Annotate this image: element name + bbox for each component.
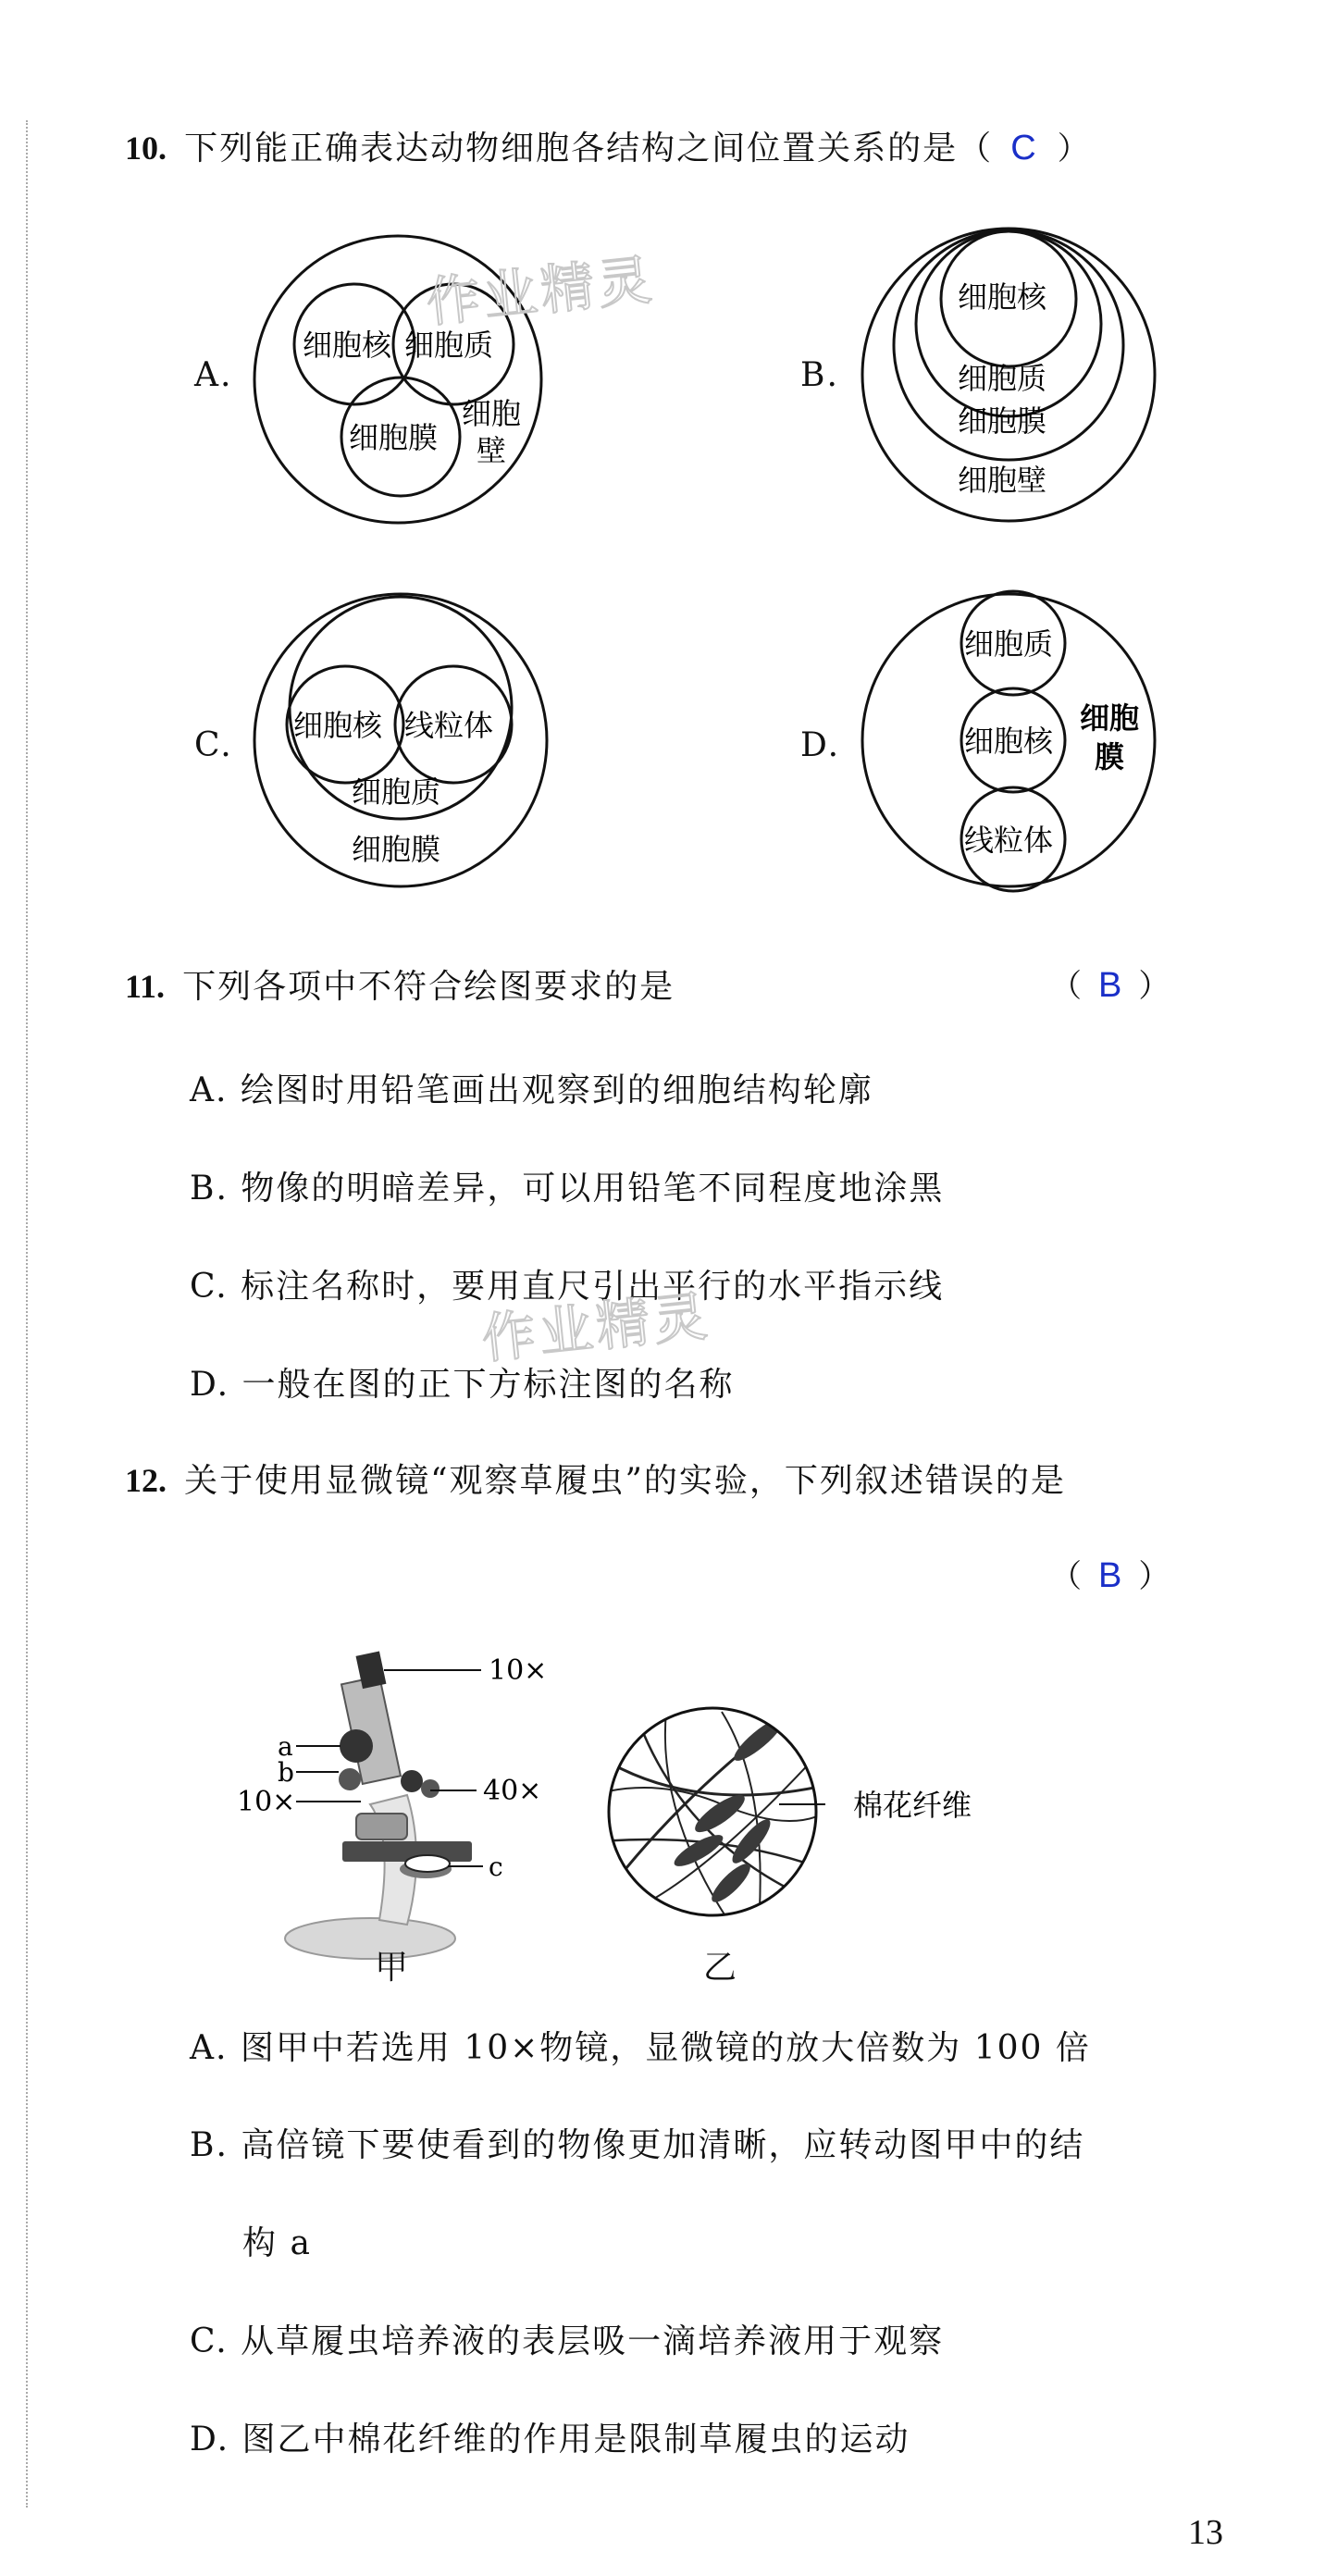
watermark [416, 236, 694, 338]
label: 细胞质 [352, 774, 441, 810]
question-number: 11. [125, 968, 166, 1005]
choice: B. 物像的明暗差异，可以用铅笔不同程度地涂黑 [190, 1170, 945, 1208]
figure-jia-caption: 甲 [375, 1949, 411, 1987]
label: 线粒体 [964, 823, 1054, 858]
microscope-icon [285, 1651, 472, 1959]
margin-dotted-line [26, 120, 28, 2508]
label: 细胞核 [303, 328, 392, 363]
answer: B [1098, 966, 1122, 1005]
question-number: 12. [125, 1462, 167, 1499]
option-d-letter: D. [800, 726, 841, 764]
choice: D. 图乙中棉花纤维的作用是限制草履虫的运动 [190, 2421, 910, 2458]
answer: C [1010, 129, 1036, 167]
question-stem: 下列能正确表达动物细胞各结构之间位置关系的是（ [184, 130, 994, 167]
label: 壁 [477, 433, 507, 468]
watermark-text: 作业精灵 [423, 247, 659, 335]
figure-yi-caption: 乙 [703, 1949, 739, 1987]
question-stem: 下列各项中不符合绘图要求的是 [182, 968, 675, 1006]
label: 线粒体 [404, 708, 494, 743]
question-12 [125, 1455, 1066, 1502]
label-b: b [278, 1757, 294, 1788]
option-a-letter: A. [194, 356, 233, 394]
question-10 [125, 122, 1089, 169]
diagram-c [245, 588, 560, 893]
label: 细胞质 [404, 328, 494, 363]
microscope-view-figure [583, 1703, 981, 1925]
choice: C. 标注名称时，要用直尺引出平行的水平指示线 [190, 1268, 945, 1306]
question-number: 10. [125, 130, 167, 167]
choice: A. 图甲中若选用 10×物镜，显微镜的放大倍数为 100 倍 [190, 2029, 1091, 2067]
close-paren: ） [1057, 130, 1089, 167]
diagram-d [856, 588, 1161, 893]
high-objective-label: 40× [483, 1775, 542, 1807]
label: 细胞膜 [958, 403, 1047, 439]
choice: C. 从草履虫培养液的表层吸一滴培养液用于观察 [190, 2322, 945, 2360]
question-11 [125, 960, 675, 1008]
label: 细胞核 [964, 724, 1054, 759]
label: 细胞核 [293, 708, 383, 743]
page-number: 13 [1188, 2513, 1223, 2552]
label: 细胞膜 [349, 420, 439, 455]
label: 细胞质 [964, 626, 1054, 662]
q11-answer-paren: （ B ） [1050, 966, 1170, 1005]
watermark [472, 1272, 749, 1374]
answer: B [1098, 1556, 1122, 1595]
label-a: a [278, 1731, 293, 1762]
label: 细胞质 [958, 361, 1047, 396]
option-c-letter: C. [194, 726, 233, 764]
paramecium-fibers-icon [592, 1712, 823, 1925]
diagram-b [856, 222, 1161, 527]
label: 细胞膜 [352, 832, 441, 867]
choice: D. 一般在图的正下方标注图的名称 [190, 1366, 735, 1404]
option-b-letter: B. [800, 356, 839, 394]
label-c: c [489, 1852, 503, 1882]
label: 细胞 [462, 396, 522, 431]
choice-continued: 构 a [242, 2224, 312, 2262]
choice: A. 绘图时用铅笔画出观察到的细胞结构轮廓 [190, 1071, 873, 1109]
choice: B. 高倍镜下要使看到的物像更加清晰，应转动图甲中的结 [190, 2126, 1085, 2164]
low-objective-label: 10× [237, 1786, 296, 1818]
q12-answer-paren: （ B ） [1050, 1556, 1170, 1595]
fiber-label: 棉花纤维 [853, 1788, 972, 1823]
label: 细胞壁 [958, 463, 1047, 498]
label: 膜 [1095, 739, 1125, 774]
label: 细胞 [1080, 700, 1140, 736]
watermark-text: 作业精灵 [478, 1283, 714, 1371]
eyepiece-label: 10× [489, 1654, 548, 1687]
question-stem: 关于使用显微镜“观察草履虫”的实验，下列叙述错误的是 [184, 1462, 1066, 1500]
label: 细胞核 [958, 279, 1047, 315]
